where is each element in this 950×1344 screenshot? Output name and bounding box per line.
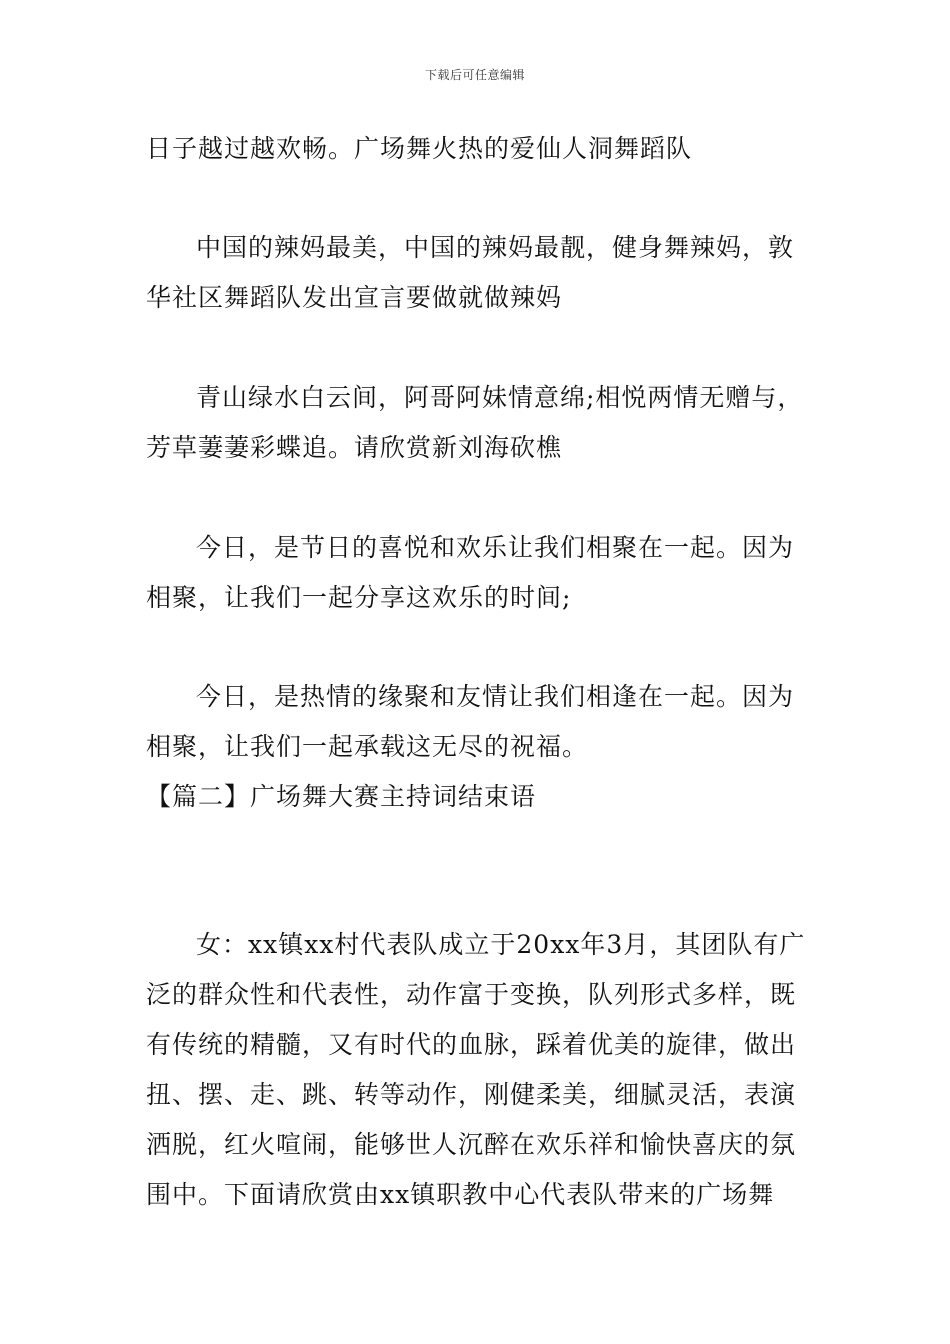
paragraph-4: 今日，是节日的喜悦和欢乐让我们相聚在一起。因为相聚，让我们一起分享这欢乐的时间; [146,533,795,612]
paragraph-5-block [146,672,808,772]
page-header-note: 下载后可任意编辑 [424,68,525,82]
paragraph-3-block [146,373,808,473]
section-title: 【篇二】广场舞大赛主持词结束语 [146,782,537,811]
paragraph-6-block [146,920,808,1220]
paragraph-2-block [146,223,808,323]
paragraph-2: 中国的辣妈最美，中国的辣妈最靓，健身舞辣妈，敦华社区舞蹈队发出宣言要做就做辣妈 [146,233,795,312]
section-title-block [146,772,808,822]
paragraph-1-block [146,124,808,174]
paragraph-6: 女：xx镇xx村代表队成立于20xx年3月，其团队有广泛的群众性和代表性，动作富于变换，队列形式多样，既有传统的精髓，又有时代的血脉，踩着优美的旋律，做出扭、摆、走、跳、转等动作，刚健柔美，细腻灵活，表演洒脱，红火喧闹，能够世人沉醉在欢乐祥和愉快喜庆的氛围中。下面请欣赏由xx镇职教中心代表队带来的广场舞 [146,930,806,1209]
paragraph-3: 青山绿水白云间，阿哥阿妹情意绵;相悦两情无赠与，芳草萋萋彩蝶追。请欣赏新刘海砍樵 [146,383,804,462]
paragraph-1: 日子越过越欢畅。广场舞火热的爱仙人洞舞蹈队 [146,134,693,163]
paragraph-5: 今日，是热情的缘聚和友情让我们相逢在一起。因为相聚，让我们一起承载这无尽的祝福。 [146,682,795,761]
paragraph-4-block [146,523,808,623]
